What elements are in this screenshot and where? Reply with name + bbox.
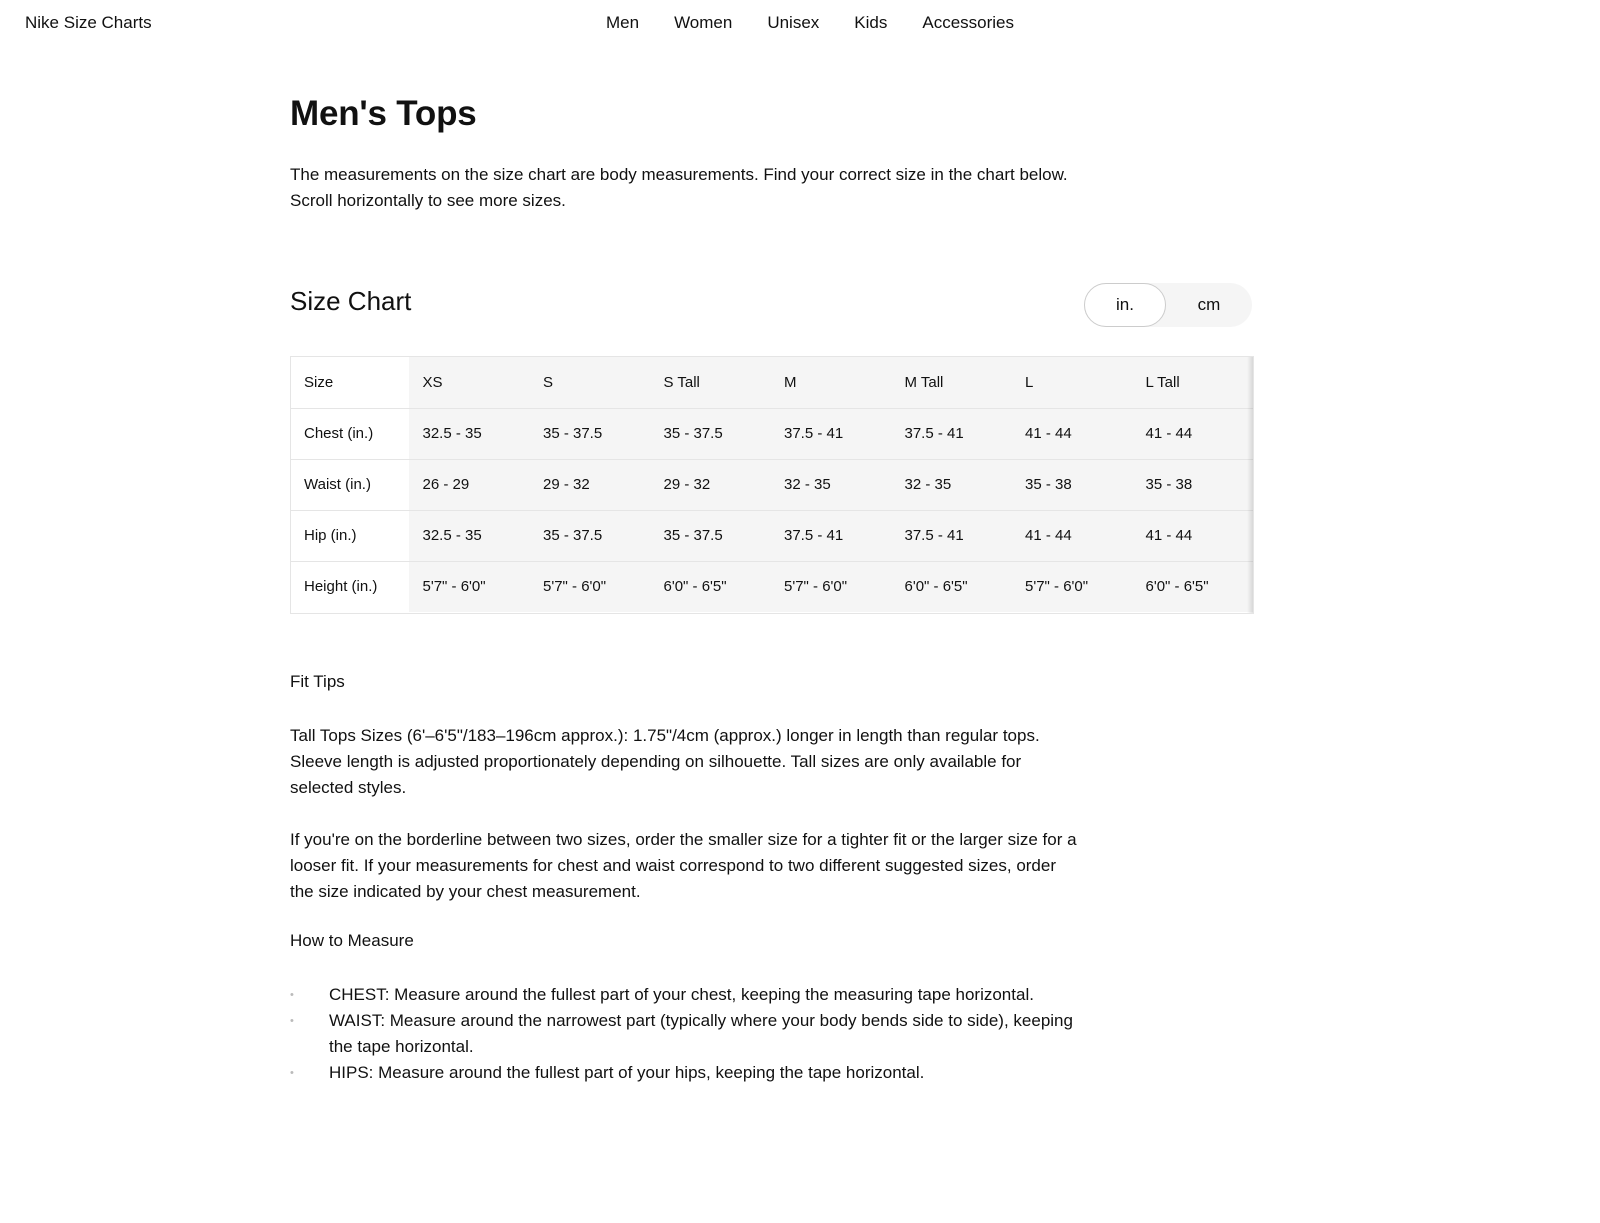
table-cell: 32 - 35 bbox=[891, 459, 1012, 510]
table-cell: 29 - 32 bbox=[530, 459, 651, 510]
unit-inches-button[interactable]: in. bbox=[1084, 283, 1166, 327]
table-cell: 35 - 37.5 bbox=[530, 510, 651, 561]
size-column-header: L Tall bbox=[1132, 357, 1253, 408]
size-column-header: M bbox=[771, 357, 892, 408]
top-bar bbox=[0, 0, 1600, 48]
how-to-measure-list bbox=[290, 982, 1090, 1086]
fit-tips-paragraph-tall: Tall Tops Sizes (6'–6'5"/183–196cm approx.): 1.75"/4cm (approx.) longer in length than regular tops. Sleeve length is adjusted proportionately depending on silhouette. Tall sizes are only available for selected styles. bbox=[290, 726, 1040, 797]
intro-text: The measurements on the size chart are body measurements. Find your correct size in the chart below. Scroll horizontally to see more sizes. bbox=[290, 165, 1068, 210]
table-cell: 35 - 37.5 bbox=[650, 510, 771, 561]
table-cell: 37.5 - 41 bbox=[771, 510, 892, 561]
nav-unisex[interactable]: Unisex bbox=[767, 13, 820, 32]
page-title: Men's Tops bbox=[290, 94, 477, 133]
list-item bbox=[290, 1008, 1090, 1060]
size-table bbox=[291, 357, 1253, 612]
measure-chest-text: CHEST: Measure around the fullest part of your chest, keeping the measuring tape horizontal. bbox=[329, 985, 1034, 1004]
nav-women[interactable]: Women bbox=[674, 13, 733, 32]
nav-men[interactable]: Men bbox=[605, 13, 640, 32]
size-column-header: L bbox=[1012, 357, 1133, 408]
measure-hips-text: HIPS: Measure around the fullest part of your hips, keeping the tape horizontal. bbox=[329, 1063, 925, 1082]
table-cell: 5'7" - 6'0" bbox=[771, 561, 892, 612]
row-label: Hip (in.) bbox=[291, 510, 409, 561]
table-cell: 5'7" - 6'0" bbox=[530, 561, 651, 612]
bullet-icon: • bbox=[290, 1067, 294, 1079]
table-cell: 32 - 35 bbox=[771, 459, 892, 510]
fit-tips-title: Fit Tips bbox=[290, 672, 345, 691]
table-cell: 37.5 - 41 bbox=[771, 408, 892, 459]
table-cell: 37.5 - 41 bbox=[891, 408, 1012, 459]
main-nav bbox=[0, 13, 1600, 33]
table-header-row bbox=[291, 357, 1253, 408]
table-cell: 6'0" - 6'5" bbox=[650, 561, 771, 612]
list-item bbox=[290, 982, 1090, 1008]
table-row bbox=[291, 459, 1253, 510]
measure-waist-text: WAIST: Measure around the narrowest part (typically where your body bends side to side), keeping the tape horizontal. bbox=[329, 1011, 1073, 1056]
fit-tips-paragraph-borderline: If you're on the borderline between two sizes, order the smaller size for a tighter fit or the larger size for a looser fit. If your measurements for chest and waist correspond to two different suggested sizes, order the size indicated by your chest measurement. bbox=[290, 830, 1077, 901]
row-label: Waist (in.) bbox=[291, 459, 409, 510]
brand-link[interactable]: Nike Size Charts bbox=[25, 13, 152, 32]
nav-accessories[interactable]: Accessories bbox=[922, 13, 1015, 32]
size-table-scroll[interactable] bbox=[290, 356, 1254, 614]
table-cell: 6'0" - 6'5" bbox=[891, 561, 1012, 612]
bullet-icon: • bbox=[290, 989, 294, 1001]
table-cell: 35 - 38 bbox=[1132, 459, 1253, 510]
table-cell: 35 - 37.5 bbox=[650, 408, 771, 459]
unit-toggle bbox=[1084, 283, 1252, 327]
table-cell: 29 - 32 bbox=[650, 459, 771, 510]
table-header-label: Size bbox=[291, 357, 409, 408]
table-cell: 41 - 44 bbox=[1012, 408, 1133, 459]
size-column-header: S bbox=[530, 357, 651, 408]
size-column-header: S Tall bbox=[650, 357, 771, 408]
how-to-measure-title: How to Measure bbox=[290, 931, 414, 950]
row-label: Chest (in.) bbox=[291, 408, 409, 459]
bullet-icon: • bbox=[290, 1015, 294, 1027]
table-row bbox=[291, 408, 1253, 459]
table-cell: 37.5 - 41 bbox=[891, 510, 1012, 561]
table-cell: 32.5 - 35 bbox=[409, 408, 530, 459]
table-cell: 35 - 38 bbox=[1012, 459, 1133, 510]
nav-kids[interactable]: Kids bbox=[854, 13, 888, 32]
list-item bbox=[290, 1060, 1090, 1086]
table-cell: 41 - 44 bbox=[1132, 510, 1253, 561]
table-cell: 26 - 29 bbox=[409, 459, 530, 510]
table-row bbox=[291, 561, 1253, 612]
table-cell: 6'0" - 6'5" bbox=[1132, 561, 1253, 612]
table-cell: 35 - 37.5 bbox=[530, 408, 651, 459]
table-cell: 5'7" - 6'0" bbox=[1012, 561, 1133, 612]
table-cell: 5'7" - 6'0" bbox=[409, 561, 530, 612]
unit-cm-button[interactable]: cm bbox=[1166, 283, 1252, 327]
size-column-header: M Tall bbox=[891, 357, 1012, 408]
table-cell: 41 - 44 bbox=[1012, 510, 1133, 561]
size-column-header: XS bbox=[409, 357, 530, 408]
table-row bbox=[291, 510, 1253, 561]
table-cell: 41 - 44 bbox=[1132, 408, 1253, 459]
size-chart-title: Size Chart bbox=[290, 286, 412, 316]
table-cell: 32.5 - 35 bbox=[409, 510, 530, 561]
row-label: Height (in.) bbox=[291, 561, 409, 612]
